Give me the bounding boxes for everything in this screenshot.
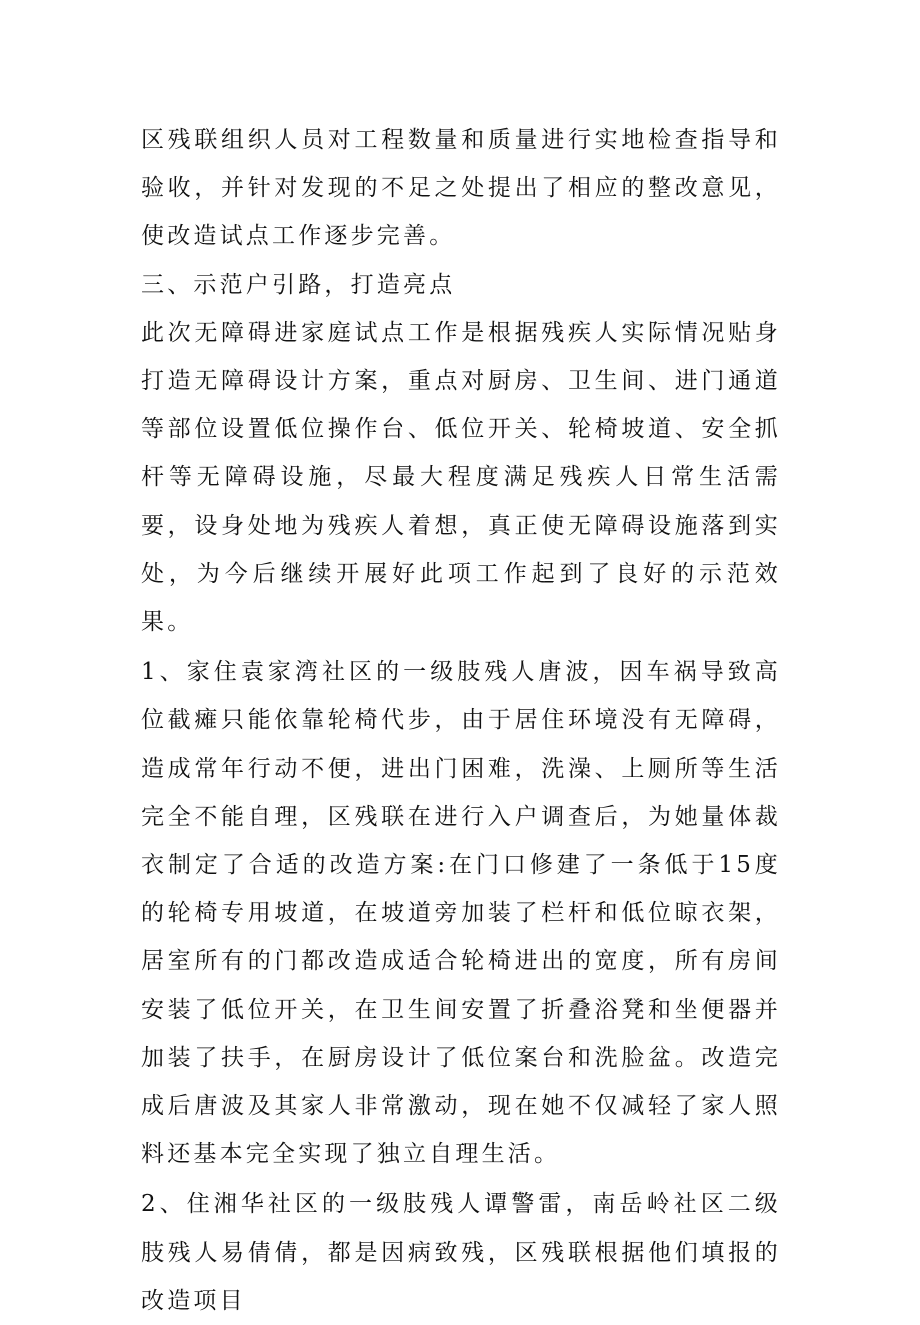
document-body [141, 116, 781, 1325]
paragraph-inspection: 区残联组织人员对工程数量和质量进行实地检查指导和验收，并针对发现的不足之处提出了相应的整改意见，使改造试点工作逐步完善。 [141, 127, 781, 250]
paragraph-case-one: 1、家住袁家湾社区的一级肢残人唐波，因车祸导致高位截瘫只能依靠轮椅代步，由于居住环境没有无障碍，造成常年行动不便，进出门困难，洗澡、上厕所等生活完全不能自理，区残联在进行入户调查后，为她量体裁衣制定了合适的改造方案:在门口修建了一条低于15度的轮椅专用坡道，在坡道旁加装了栏杆和低位晾衣架，居室所有的门都改造成适合轮椅进出的宽度，所有房间安装了低位开关，在卫生间安置了折叠浴凳和坐便器并加装了扶手，在厨房设计了低位案台和洗脸盆。改造完成后唐波及其家人非常激动，现在她不仅减轻了家人照料还基本完全实现了独立自理生活。 [141, 659, 781, 1168]
paragraph-case-two: 2、住湘华社区的一级肢残人谭警雷，南岳岭社区二级肢残人易倩倩，都是因病致残，区残联根据他们填报的改造项目 [141, 1191, 781, 1314]
paragraph-pilot-overview: 此次无障碍进家庭试点工作是根据残疾人实际情况贴身打造无障碍设计方案，重点对厨房、卫生间、进门通道等部位设置低位操作台、低位开关、轮椅坡道、安全抓杆等无障碍设施，尽最大程度满足残疾人日常生活需要，设身处地为残疾人着想，真正使无障碍设施落到实处，为今后继续开展好此项工作起到了良好的示范效果。 [141, 319, 781, 636]
section-heading-demonstration: 三、示范户引路，打造亮点 [141, 271, 456, 298]
